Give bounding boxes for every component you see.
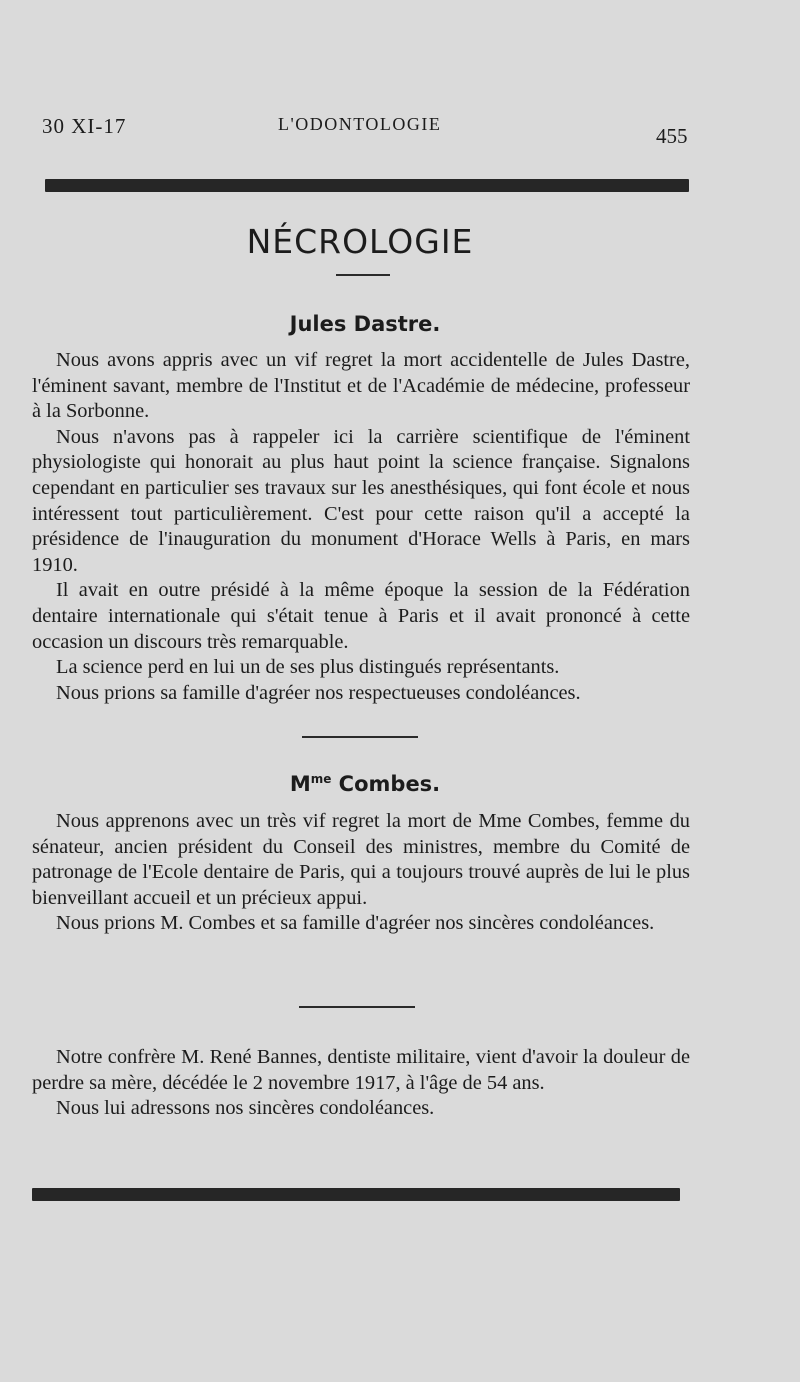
title-underline bbox=[336, 274, 390, 276]
running-head bbox=[0, 108, 800, 148]
entry-body-bannes bbox=[32, 1045, 690, 1122]
section-title: NÉCROLOGIE bbox=[246, 222, 474, 261]
top-rule bbox=[45, 179, 689, 192]
page-number: 455 bbox=[656, 124, 688, 148]
paragraph: Nous lui adressons nos sincères condoléances. bbox=[56, 1097, 435, 1120]
entry-body-dastre bbox=[32, 348, 690, 706]
paragraph: La science perd en lui un de ses plus distingués représentants. bbox=[56, 656, 560, 679]
paragraph: Nous apprenons avec un très vif regret la mort de Mme Combes, femme du sénateur, ancien président du Conseil des ministres, membre du Comité de patronage de l'Ecole dentaire de Paris, qui a toujours trouvé auprès de lui le plus bienveillant accueil et un précieux appui. bbox=[32, 810, 690, 909]
title-rest: Combes. bbox=[331, 772, 441, 796]
title-superscript: me bbox=[310, 772, 332, 786]
bottom-rule bbox=[32, 1188, 680, 1201]
separator-rule bbox=[299, 1006, 415, 1008]
paragraph: Nous prions M. Combes et sa famille d'agréer nos sincères condoléances. bbox=[56, 912, 655, 935]
title-main: M bbox=[289, 772, 311, 796]
separator-rule bbox=[302, 736, 418, 738]
entry-title-dastre: Jules Dastre. bbox=[289, 312, 441, 336]
paragraph: Nous avons appris avec un vif regret la mort accidentelle de Jules Dastre, l'éminent savant, membre de l'Institut et de l'Académie de médecine, professeur à la Sorbonne. bbox=[32, 349, 690, 423]
entry-body-combes bbox=[32, 809, 690, 937]
paragraph: Nous prions sa famille d'agréer nos respectueuses condoléances. bbox=[56, 681, 581, 704]
issue-date: 30 XI-17 bbox=[42, 114, 127, 138]
entry-title-combes bbox=[0, 772, 730, 796]
paragraph: Nous n'avons pas à rappeler ici la carrière scientifique de l'éminent physiologiste qui honorait au plus haut point la science française. Signalons cependant en particulier ses travaux sur les anesthésiques, qui font école et nous intéressent tout particulièrement. C'est pour cette raison qu'il a accepté la présidence de l'inauguration du monument d'Horace Wells à Paris, en mars 1910. bbox=[32, 425, 690, 576]
paragraph: Il avait en outre présidé à la même époque la session de la Fédération dentaire internationale qui s'était tenue à Paris et il avait prononcé à cette occasion un discours très remarquable. bbox=[32, 579, 690, 653]
journal-title: L'ODONTOLOGIE bbox=[278, 114, 442, 134]
paragraph: Notre confrère M. René Bannes, dentiste militaire, vient d'avoir la douleur de perdre sa mère, décédée le 2 novembre 1917, à l'âge de 54 ans. bbox=[32, 1046, 690, 1094]
